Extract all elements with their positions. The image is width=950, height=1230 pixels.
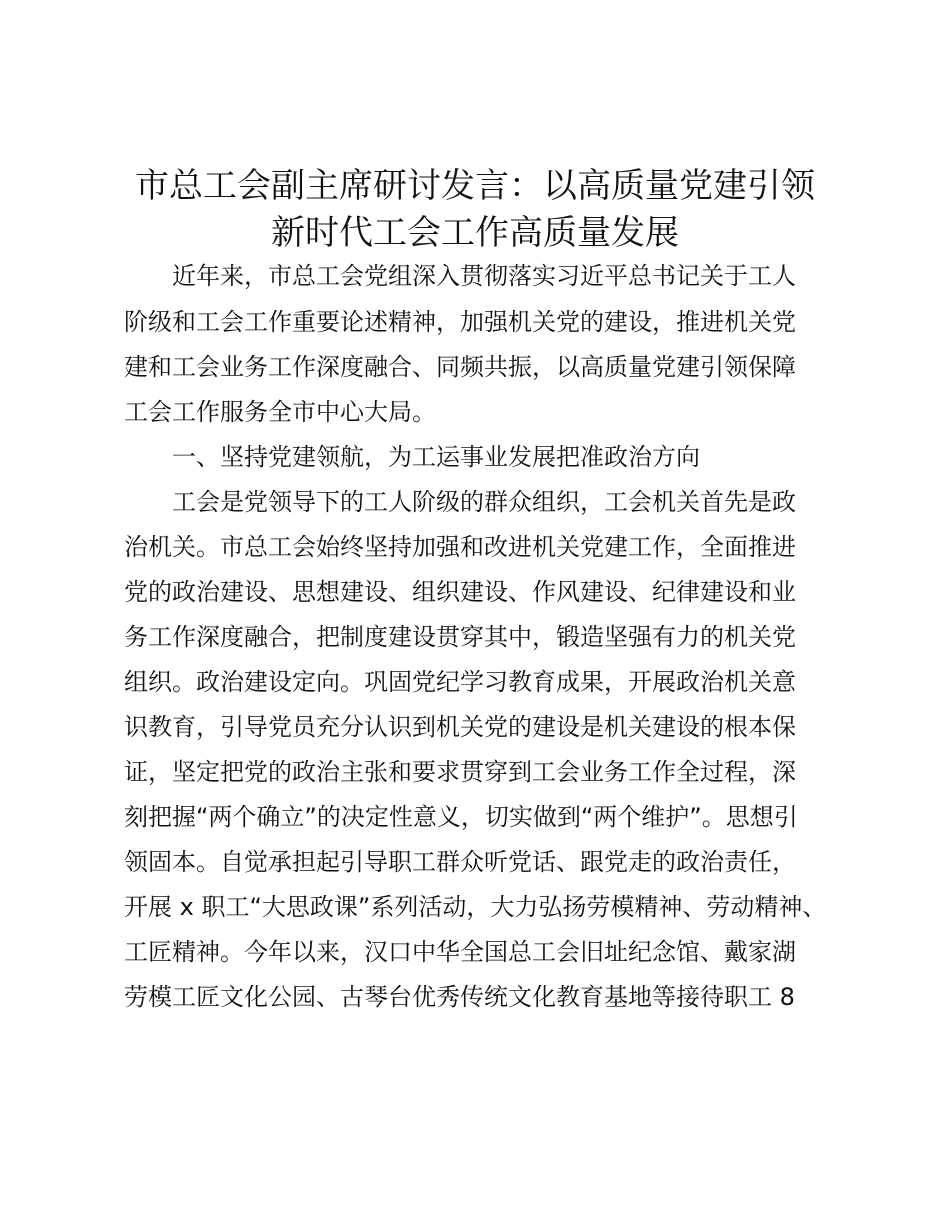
body-line: 劳模工匠文化公园、古琴台优秀传统文化教育基地等接待职工 8 xyxy=(124,983,795,1011)
body-line: 证，坚定把党的政治主张和要求贯穿到工会业务工作全过程，深 xyxy=(124,758,796,786)
body-line: 工会是党领导下的工人阶级的群众组织，工会机关首先是政 xyxy=(172,488,796,516)
body-line: 务工作深度融合，把制度建设贯穿其中，锻造坚强有力的机关党 xyxy=(124,623,796,651)
document-title-line-2: 新时代工会工作高质量发展 xyxy=(271,213,679,253)
document-title-line-1: 市总工会副主席研讨发言：以高质量党建引领 xyxy=(135,166,815,206)
body-line: 工会工作服务全市中心大局。 xyxy=(124,398,436,426)
body-line: 领固本。自觉承担起引导职工群众听党话、跟党走的政治责任， xyxy=(124,848,796,876)
body-line: 组织。政治建设定向。巩固党纪学习教育成果，开展政治机关意 xyxy=(124,668,796,696)
body-line: 工匠精神。今年以来，汉口中华全国总工会旧址纪念馆、戴家湖 xyxy=(124,938,796,966)
body-line: 治机关。市总工会始终坚持加强和改进机关党建工作，全面推进 xyxy=(124,533,796,561)
body-line: 阶级和工会工作重要论述精神，加强机关党的建设，推进机关党 xyxy=(124,308,796,336)
body-line: 刻把握“两个确立”的决定性意义，切实做到“两个维护”。思想引 xyxy=(124,803,798,831)
body-line: 识教育，引导党员充分认识到机关党的建设是机关建设的根本保 xyxy=(124,713,796,741)
body-line: 建和工会业务工作深度融合、同频共振，以高质量党建引领保障 xyxy=(124,353,796,381)
body-line: 开展 x 职工“大思政课”系列活动，大力弘扬劳模精神、劳动精神、 xyxy=(124,893,827,921)
body-line: 近年来，市总工会党组深入贯彻落实习近平总书记关于工人 xyxy=(172,262,796,290)
section-heading: 一、坚持党建领航，为工运事业发展把准政治方向 xyxy=(172,443,700,471)
body-line: 党的政治建设、思想建设、组织建设、作风建设、纪律建设和业 xyxy=(124,578,796,606)
